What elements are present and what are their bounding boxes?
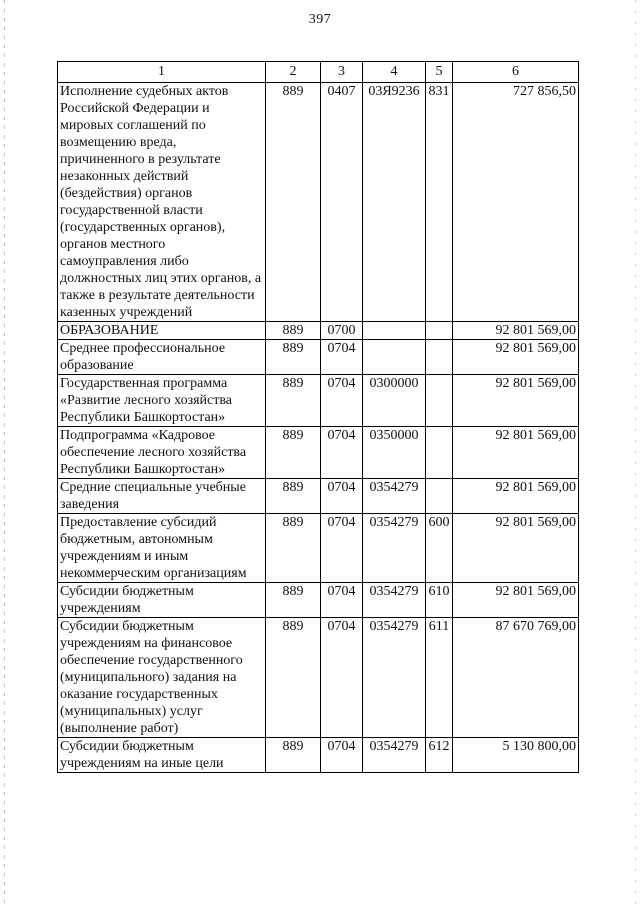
row-target-code: 0300000 <box>363 375 426 427</box>
row-expense-type: 611 <box>426 618 453 738</box>
row-ministry-code: 889 <box>266 738 321 773</box>
row-target-code: 0354279 <box>363 514 426 583</box>
row-name: ОБРАЗОВАНИЕ <box>58 322 266 340</box>
row-amount: 92 801 569,00 <box>453 427 579 479</box>
row-name: Субсидии бюджетным учреждениям на финансовое обеспечение государственного (муниципального) задания на оказание государственных (муниципальных) услуг (выполнение работ) <box>58 618 266 738</box>
row-section-code: 0704 <box>321 738 363 773</box>
row-name: Средние специальные учебные заведения <box>58 479 266 514</box>
row-amount: 92 801 569,00 <box>453 583 579 618</box>
row-section-code: 0704 <box>321 375 363 427</box>
row-target-code <box>363 340 426 375</box>
row-amount: 727 856,50 <box>453 83 579 322</box>
row-amount: 92 801 569,00 <box>453 322 579 340</box>
row-section-code: 0704 <box>321 427 363 479</box>
row-ministry-code: 889 <box>266 375 321 427</box>
table-row <box>58 479 579 514</box>
row-expense-type <box>426 340 453 375</box>
header-row <box>58 62 579 83</box>
column-header-2: 2 <box>266 62 321 83</box>
scan-edge-left <box>4 0 5 905</box>
row-ministry-code: 889 <box>266 83 321 322</box>
table-row <box>58 738 579 773</box>
row-amount: 87 670 769,00 <box>453 618 579 738</box>
row-ministry-code: 889 <box>266 618 321 738</box>
row-expense-type: 600 <box>426 514 453 583</box>
column-header-5: 5 <box>426 62 453 83</box>
row-ministry-code: 889 <box>266 479 321 514</box>
row-expense-type <box>426 427 453 479</box>
row-ministry-code: 889 <box>266 583 321 618</box>
row-target-code: 0354279 <box>363 738 426 773</box>
table-row <box>58 375 579 427</box>
row-name: Среднее профессиональное образование <box>58 340 266 375</box>
page-number: 397 <box>308 12 332 27</box>
row-section-code: 0704 <box>321 479 363 514</box>
row-amount: 92 801 569,00 <box>453 340 579 375</box>
row-expense-type: 610 <box>426 583 453 618</box>
row-expense-type <box>426 375 453 427</box>
row-amount: 92 801 569,00 <box>453 514 579 583</box>
row-section-code: 0704 <box>321 514 363 583</box>
column-header-3: 3 <box>321 62 363 83</box>
row-expense-type: 831 <box>426 83 453 322</box>
row-section-code: 0407 <box>321 83 363 322</box>
row-name: Субсидии бюджетным учреждениям <box>58 583 266 618</box>
column-header-1: 1 <box>58 62 266 83</box>
table-row <box>58 340 579 375</box>
row-ministry-code: 889 <box>266 322 321 340</box>
row-expense-type: 612 <box>426 738 453 773</box>
budget-table <box>57 61 579 773</box>
row-ministry-code: 889 <box>266 427 321 479</box>
row-section-code: 0704 <box>321 618 363 738</box>
column-header-6: 6 <box>453 62 579 83</box>
row-amount: 92 801 569,00 <box>453 375 579 427</box>
scan-edge-right <box>635 0 636 905</box>
table-row <box>58 83 579 322</box>
row-target-code <box>363 322 426 340</box>
row-section-code: 0700 <box>321 322 363 340</box>
row-ministry-code: 889 <box>266 340 321 375</box>
row-expense-type <box>426 479 453 514</box>
row-target-code: 0354279 <box>363 618 426 738</box>
row-name: Подпрограмма «Кадровое обеспечение лесного хозяйства Республики Башкортостан» <box>58 427 266 479</box>
row-name: Государственная программа «Развитие лесного хозяйства Республики Башкортостан» <box>58 375 266 427</box>
row-expense-type <box>426 322 453 340</box>
table-row <box>58 583 579 618</box>
row-target-code: 0350000 <box>363 427 426 479</box>
row-section-code: 0704 <box>321 583 363 618</box>
row-target-code: 0354279 <box>363 479 426 514</box>
row-amount: 5 130 800,00 <box>453 738 579 773</box>
row-ministry-code: 889 <box>266 514 321 583</box>
row-name: Предоставление субсидий бюджетным, автономным учреждениям и иным некоммерческим организациям <box>58 514 266 583</box>
table-row <box>58 322 579 340</box>
row-section-code: 0704 <box>321 340 363 375</box>
row-name: Исполнение судебных актов Российской Федерации и мировых соглашений по возмещению вреда, причиненного в результате незаконных действий (бездействия) органов государственной власти (государственных органов), органов местного самоуправления либо должностных лиц этих органов, а также в результате деятельности казенных учреждений <box>58 83 266 322</box>
table-row <box>58 618 579 738</box>
row-name: Субсидии бюджетным учреждениям на иные цели <box>58 738 266 773</box>
row-target-code: 0354279 <box>363 583 426 618</box>
row-target-code: 03Я9236 <box>363 83 426 322</box>
table-row <box>58 427 579 479</box>
table-row <box>58 514 579 583</box>
row-amount: 92 801 569,00 <box>453 479 579 514</box>
column-header-4: 4 <box>363 62 426 83</box>
